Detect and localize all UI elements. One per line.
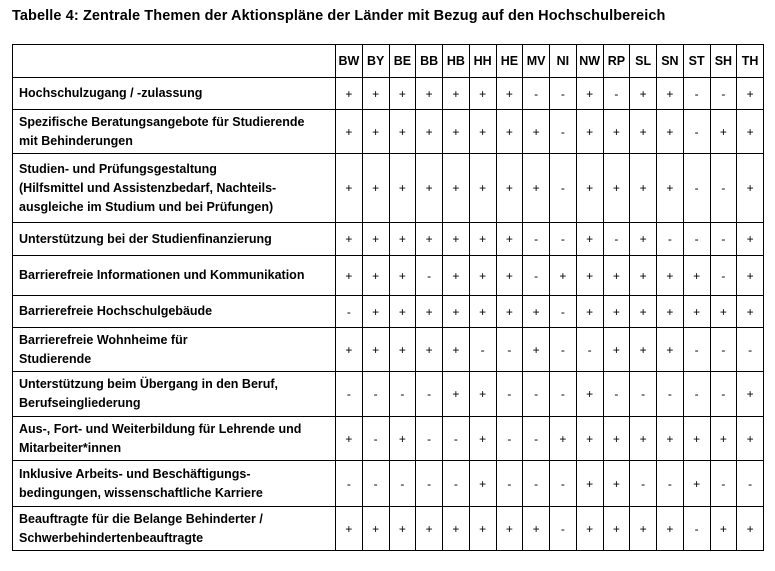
cell-st: - <box>683 223 710 256</box>
cell-mv: - <box>523 372 550 417</box>
cell-sh: - <box>710 461 737 507</box>
cell-th: + <box>737 417 764 461</box>
cell-st: - <box>683 507 710 551</box>
cell-sh: + <box>710 296 737 328</box>
cell-hh: + <box>469 110 496 154</box>
cell-mv: + <box>523 328 550 372</box>
row-label-line: mit Behinderungen <box>19 133 133 148</box>
cell-bb: + <box>416 78 443 110</box>
table-row <box>13 223 764 256</box>
cell-st: - <box>683 328 710 372</box>
cell-th: - <box>737 328 764 372</box>
table-title: Tabelle 4: Zentrale Themen der Aktionspläne der Länder mit Bezug auf den Hochschulbereich <box>12 8 666 24</box>
column-header-nw: NW <box>576 45 603 78</box>
row-label-line: Beauftragte für die Belange Behinderter / <box>19 511 263 526</box>
cell-hh: + <box>469 256 496 296</box>
cell-hh: + <box>469 296 496 328</box>
cell-sn: - <box>657 372 684 417</box>
cell-sh: - <box>710 223 737 256</box>
column-header-ni: NI <box>550 45 577 78</box>
cell-be: + <box>389 223 416 256</box>
table-row <box>13 507 764 551</box>
cell-rp: + <box>603 256 630 296</box>
cell-sl: + <box>630 328 657 372</box>
row-label <box>13 417 336 461</box>
column-header-hh: HH <box>469 45 496 78</box>
cell-rp: + <box>603 296 630 328</box>
cell-ni: - <box>550 296 577 328</box>
column-header-by: BY <box>362 45 389 78</box>
cell-by: - <box>362 372 389 417</box>
table-row <box>13 256 764 296</box>
cell-mv: - <box>523 223 550 256</box>
cell-th: + <box>737 78 764 110</box>
cell-sh: - <box>710 372 737 417</box>
cell-hh: + <box>469 417 496 461</box>
cell-hh: + <box>469 372 496 417</box>
cell-nw: + <box>576 417 603 461</box>
cell-mv: + <box>523 154 550 223</box>
cell-bb: + <box>416 507 443 551</box>
row-label-line: Barrierefreie Wohnheime für <box>19 332 188 347</box>
cell-sn: - <box>657 223 684 256</box>
cell-hb: + <box>443 296 470 328</box>
cell-mv: - <box>523 256 550 296</box>
cell-rp: - <box>603 223 630 256</box>
row-label-line: Schwerbehindertenbeauftragte <box>19 530 204 545</box>
cell-nw: + <box>576 78 603 110</box>
cell-sh: + <box>710 507 737 551</box>
row-label-line: Inklusive Arbeits- und Beschäftigungs- <box>19 466 251 481</box>
cell-hb: + <box>443 256 470 296</box>
cell-rp: + <box>603 417 630 461</box>
cell-nw: + <box>576 223 603 256</box>
column-header-sl: SL <box>630 45 657 78</box>
cell-nw: - <box>576 328 603 372</box>
cell-by: - <box>362 461 389 507</box>
cell-sn: + <box>657 328 684 372</box>
cell-bb: + <box>416 296 443 328</box>
cell-bw: + <box>336 154 363 223</box>
cell-bb: - <box>416 461 443 507</box>
column-header-be: BE <box>389 45 416 78</box>
cell-bw: + <box>336 223 363 256</box>
row-label-line: bedingungen, wissenschaftliche Karriere <box>19 485 263 500</box>
row-label <box>13 461 336 507</box>
header-row <box>13 45 764 78</box>
cell-sh: + <box>710 417 737 461</box>
cell-ni: - <box>550 223 577 256</box>
cell-rp: + <box>603 110 630 154</box>
cell-sh: + <box>710 110 737 154</box>
cell-hb: + <box>443 507 470 551</box>
column-header-st: ST <box>683 45 710 78</box>
header-corner-cell <box>13 45 336 78</box>
cell-sn: + <box>657 256 684 296</box>
row-label <box>13 328 336 372</box>
cell-hh: + <box>469 461 496 507</box>
cell-be: + <box>389 110 416 154</box>
row-label <box>13 78 336 110</box>
row-label <box>13 154 336 223</box>
cell-nw: + <box>576 372 603 417</box>
cell-nw: + <box>576 256 603 296</box>
cell-ni: - <box>550 110 577 154</box>
cell-st: + <box>683 461 710 507</box>
cell-he: + <box>496 223 523 256</box>
cell-be: + <box>389 507 416 551</box>
row-label-line: ausgleiche im Studium und bei Prüfungen) <box>19 199 274 214</box>
cell-ni: + <box>550 417 577 461</box>
cell-ni: - <box>550 154 577 223</box>
cell-ni: + <box>550 256 577 296</box>
cell-bb: - <box>416 417 443 461</box>
cell-sn: + <box>657 296 684 328</box>
cell-be: - <box>389 372 416 417</box>
cell-sh: - <box>710 154 737 223</box>
cell-nw: + <box>576 296 603 328</box>
cell-by: + <box>362 223 389 256</box>
cell-bw: + <box>336 78 363 110</box>
cell-sh: - <box>710 256 737 296</box>
cell-mv: + <box>523 296 550 328</box>
row-label-line: Unterstützung beim Übergang in den Beruf, <box>19 377 279 391</box>
cell-by: + <box>362 256 389 296</box>
cell-be: + <box>389 154 416 223</box>
cell-th: + <box>737 110 764 154</box>
cell-sl: + <box>630 256 657 296</box>
row-label-line: Berufseingliederung <box>19 396 141 410</box>
row-label-line: (Hilfsmittel und Assistenzbedarf, Nachteils- <box>19 180 277 195</box>
cell-th: + <box>737 372 764 417</box>
row-label <box>13 296 336 328</box>
cell-mv: - <box>523 417 550 461</box>
table-row <box>13 328 764 372</box>
cell-bb: + <box>416 154 443 223</box>
cell-ni: - <box>550 328 577 372</box>
cell-sn: + <box>657 78 684 110</box>
cell-hb: + <box>443 223 470 256</box>
cell-hb: + <box>443 372 470 417</box>
cell-he: - <box>496 461 523 507</box>
row-label <box>13 110 336 154</box>
cell-hb: - <box>443 461 470 507</box>
row-label-line: Mitarbeiter*innen <box>19 440 122 455</box>
cell-by: + <box>362 154 389 223</box>
row-label-line: Barrierefreie Informationen und Kommunikation <box>19 268 305 282</box>
cell-bw: + <box>336 417 363 461</box>
cell-be: + <box>389 296 416 328</box>
row-label <box>13 372 336 417</box>
cell-sn: + <box>657 417 684 461</box>
cell-rp: + <box>603 328 630 372</box>
table-row <box>13 110 764 154</box>
cell-be: + <box>389 328 416 372</box>
cell-nw: + <box>576 110 603 154</box>
cell-he: + <box>496 507 523 551</box>
cell-by: + <box>362 507 389 551</box>
column-header-th: TH <box>737 45 764 78</box>
cell-th: + <box>737 507 764 551</box>
column-header-he: HE <box>496 45 523 78</box>
cell-bw: - <box>336 461 363 507</box>
cell-sl: + <box>630 223 657 256</box>
cell-mv: - <box>523 461 550 507</box>
cell-mv: - <box>523 78 550 110</box>
cell-he: + <box>496 154 523 223</box>
cell-bb: + <box>416 223 443 256</box>
cell-sl: + <box>630 417 657 461</box>
cell-st: + <box>683 256 710 296</box>
cell-sl: - <box>630 461 657 507</box>
cell-he: + <box>496 256 523 296</box>
cell-rp: - <box>603 372 630 417</box>
cell-sn: + <box>657 154 684 223</box>
cell-he: + <box>496 110 523 154</box>
cell-bw: + <box>336 256 363 296</box>
cell-bb: + <box>416 110 443 154</box>
cell-sn: - <box>657 461 684 507</box>
cell-hb: + <box>443 78 470 110</box>
cell-bw: + <box>336 507 363 551</box>
cell-be: + <box>389 78 416 110</box>
cell-ni: - <box>550 507 577 551</box>
cell-by: + <box>362 328 389 372</box>
cell-bb: - <box>416 256 443 296</box>
cell-he: + <box>496 78 523 110</box>
row-label <box>13 256 336 296</box>
cell-by: + <box>362 296 389 328</box>
cell-bw: + <box>336 328 363 372</box>
row-label-line: Aus-, Fort- und Weiterbildung für Lehrende und <box>19 421 302 436</box>
row-label-line: Studien- und Prüfungsgestaltung <box>19 161 217 176</box>
row-label-line: Hochschulzugang / -zulassung <box>19 86 203 100</box>
column-header-hb: HB <box>443 45 470 78</box>
table-row <box>13 78 764 110</box>
column-header-bb: BB <box>416 45 443 78</box>
cell-hh: + <box>469 154 496 223</box>
cell-rp: + <box>603 461 630 507</box>
row-label-line: Spezifische Beratungsangebote für Studierende <box>19 114 305 129</box>
row-label <box>13 223 336 256</box>
cell-rp: - <box>603 78 630 110</box>
cell-hb: + <box>443 110 470 154</box>
cell-by: + <box>362 78 389 110</box>
row-label-line: Barrierefreie Hochschulgebäude <box>19 304 213 318</box>
cell-sn: + <box>657 110 684 154</box>
cell-th: + <box>737 223 764 256</box>
cell-st: + <box>683 417 710 461</box>
cell-sl: - <box>630 372 657 417</box>
cell-nw: + <box>576 461 603 507</box>
cell-bw: + <box>336 110 363 154</box>
cell-by: - <box>362 417 389 461</box>
cell-hh: + <box>469 78 496 110</box>
cell-bb: - <box>416 372 443 417</box>
table-row <box>13 154 764 223</box>
cell-rp: + <box>603 507 630 551</box>
cell-sl: + <box>630 154 657 223</box>
cell-th: - <box>737 461 764 507</box>
cell-st: - <box>683 110 710 154</box>
cell-he: - <box>496 328 523 372</box>
table-row <box>13 296 764 328</box>
cell-he: - <box>496 372 523 417</box>
column-header-mv: MV <box>523 45 550 78</box>
cell-hh: + <box>469 223 496 256</box>
column-header-bw: BW <box>336 45 363 78</box>
column-header-sh: SH <box>710 45 737 78</box>
cell-be: - <box>389 461 416 507</box>
cell-th: + <box>737 256 764 296</box>
cell-he: - <box>496 417 523 461</box>
cell-be: + <box>389 417 416 461</box>
cell-ni: - <box>550 461 577 507</box>
cell-be: + <box>389 256 416 296</box>
cell-bw: - <box>336 296 363 328</box>
cell-st: - <box>683 154 710 223</box>
column-header-rp: RP <box>603 45 630 78</box>
cell-nw: + <box>576 154 603 223</box>
cell-sl: + <box>630 507 657 551</box>
cell-he: + <box>496 296 523 328</box>
cell-sl: + <box>630 110 657 154</box>
column-header-sn: SN <box>657 45 684 78</box>
cell-rp: + <box>603 154 630 223</box>
cell-ni: - <box>550 78 577 110</box>
table-row <box>13 461 764 507</box>
cell-bw: - <box>336 372 363 417</box>
row-label-line: Studierende <box>19 351 92 366</box>
cell-sl: + <box>630 296 657 328</box>
cell-st: - <box>683 372 710 417</box>
cell-sh: - <box>710 328 737 372</box>
cell-sl: + <box>630 78 657 110</box>
table-body <box>13 78 764 551</box>
cell-st: - <box>683 78 710 110</box>
cell-hh: - <box>469 328 496 372</box>
table-row <box>13 372 764 417</box>
row-label-line: Unterstützung bei der Studienfinanzierung <box>19 231 272 246</box>
cell-nw: + <box>576 507 603 551</box>
table-row <box>13 417 764 461</box>
cell-sh: - <box>710 78 737 110</box>
cell-th: + <box>737 296 764 328</box>
cell-hh: + <box>469 507 496 551</box>
cell-hb: + <box>443 154 470 223</box>
cell-hb: - <box>443 417 470 461</box>
cell-hb: + <box>443 328 470 372</box>
cell-mv: + <box>523 507 550 551</box>
row-label <box>13 507 336 551</box>
cell-bb: + <box>416 328 443 372</box>
cell-by: + <box>362 110 389 154</box>
cell-th: + <box>737 154 764 223</box>
cell-sn: + <box>657 507 684 551</box>
cell-st: + <box>683 296 710 328</box>
cell-mv: + <box>523 110 550 154</box>
cell-ni: - <box>550 372 577 417</box>
action-plan-table <box>12 44 764 551</box>
